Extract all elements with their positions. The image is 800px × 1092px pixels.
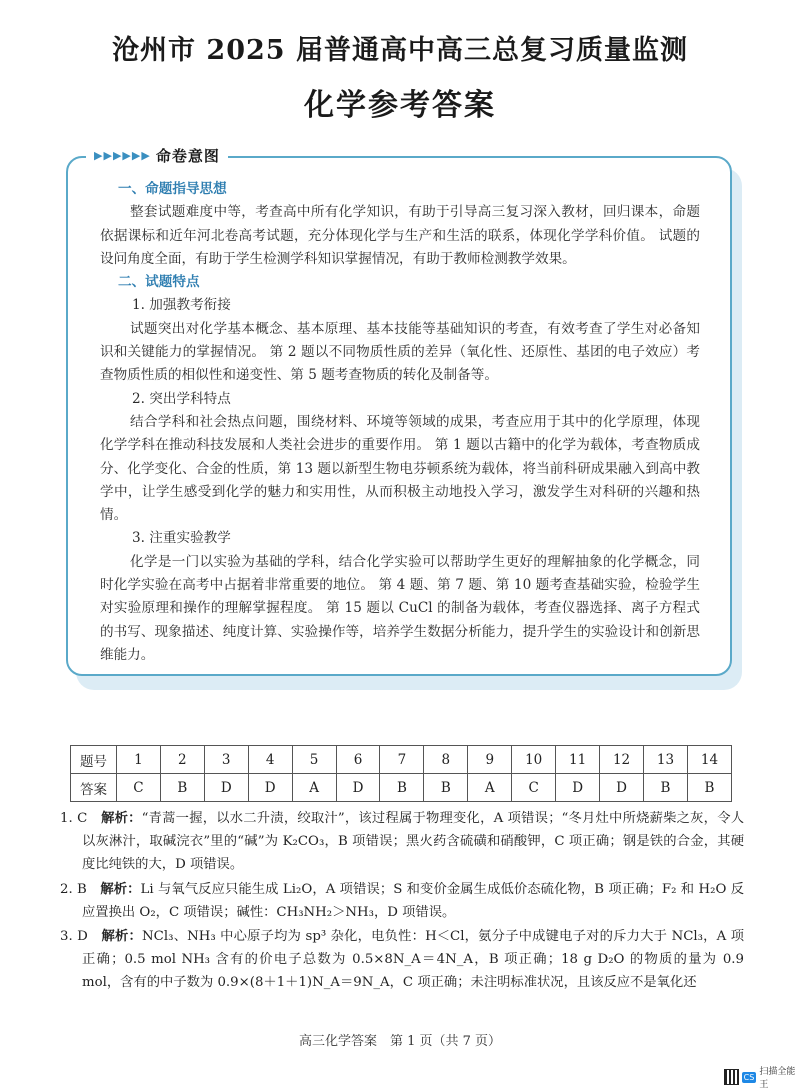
table-cell: 4 xyxy=(248,746,292,774)
question-number: 3. D xyxy=(60,929,88,945)
page-footer: 高三化学答案 第 1 页（共 7 页） xyxy=(298,1034,502,1049)
table-header-cell: 答案 xyxy=(71,774,117,802)
page-title: 沧州市 2025 届普通高中高三总复习质量监测 xyxy=(112,35,688,66)
analysis-item xyxy=(60,807,744,877)
section-heading: 二、试题特点 xyxy=(118,274,200,291)
table-cell: A xyxy=(292,774,336,802)
table-cell: 3 xyxy=(204,746,248,774)
table-cell: D xyxy=(556,774,600,802)
question-number: 2. B xyxy=(60,881,87,897)
intent-title: 命卷意图 xyxy=(155,146,220,165)
question-number: 1. C xyxy=(60,811,88,826)
table-cell: 10 xyxy=(512,746,556,774)
table-cell: B xyxy=(380,774,424,802)
subsection-heading: 1. 加强教考衔接 xyxy=(132,297,231,314)
analysis-label: 解析： xyxy=(100,881,141,897)
table-cell: D xyxy=(600,774,644,802)
subsection-heading: 2. 突出学科特点 xyxy=(132,390,231,407)
analysis-item xyxy=(60,878,744,924)
table-header-cell: 题号 xyxy=(71,746,117,774)
cs-badge: CS xyxy=(743,1072,755,1082)
watermark-text: 扫描全能王 xyxy=(759,1067,796,1090)
paragraph: 化学是一门以实验为基础的学科，结合化学实验可以帮助学生更好的理解抽象的化学概念，同时化学实验在高考中占据着非常重要的地位。 第 4 题、第 7 题、第 10 题考查基础实验，检验学生对实验原理和操作的理解掌握程度。 第 15 题以 CuCl 的制备为载体，考查仪器选择、离子方程式的书写、现象描述、纯度计算、实验操作等，培养学生数据分析能力，提升学生的实验设计和创新思维能力。 xyxy=(100,553,700,663)
table-row xyxy=(71,774,732,802)
analysis-text: Li 与氧气反应只能生成 Li₂O，A 项错误；S 和变价金属生成低价态硫化物，B 项正确；F₂ 和 H₂O 反应置换出 O₂，C 项错误；碱性：CH₃NH₂＞NH₃，D 项错误。 xyxy=(82,881,745,920)
table-cell: B xyxy=(160,774,204,802)
table-cell: C xyxy=(512,774,556,802)
table-cell: 11 xyxy=(556,746,600,774)
table-cell: 12 xyxy=(600,746,644,774)
analysis-list xyxy=(60,807,744,996)
subsection-heading: 3. 注重实验教学 xyxy=(132,530,231,547)
analysis-label: 解析： xyxy=(101,929,143,945)
table-cell: 13 xyxy=(644,746,688,774)
arrow-decoration-icon: ▶ ▶ ▶ ▶ ▶ ▶ xyxy=(94,148,150,162)
intent-content xyxy=(100,178,700,667)
table-cell: B xyxy=(424,774,468,802)
table-cell: 14 xyxy=(687,746,731,774)
analysis-text: “青蒿一握，以水二升渍，绞取汁”，该过程属于物理变化，A 项错误；“冬月灶中所烧薪柴之灰，令人以灰淋汁，取碱浣衣”里的“碱”为 K₂CO₃，B 项错误；黑火药含硫磺和硝酸钾，C 项正确；钢是铁的合金，其硬度比纯铁的大，D 项错误。 xyxy=(82,811,745,873)
qr-code-icon xyxy=(724,1069,739,1085)
table-cell: 9 xyxy=(468,746,512,774)
table-cell: 5 xyxy=(292,746,336,774)
table-cell: 2 xyxy=(160,746,204,774)
table-cell: 7 xyxy=(380,746,424,774)
table-cell: 1 xyxy=(116,746,160,774)
analysis-label: 解析： xyxy=(101,811,142,826)
table-row xyxy=(71,746,732,774)
paragraph: 结合学科和社会热点问题，围绕材料、环境等领域的成果，考查应用于其中的化学原理，体现化学学科在推动科技发展和人类社会进步的重要作用。 第 1 题以古籍中的化学为载体，考查物质成分、化学变化、合金的性质，第 13 题以新型生物电芬顿系统为载体，将当前科研成果融入到高中教学中，让学生感受到化学的魅力和实用性，从而积极主动地投入学习，激发学生对科研的兴趣和热情。 xyxy=(100,413,700,524)
table-cell: A xyxy=(468,774,512,802)
page-subtitle: 化学参考答案 xyxy=(304,88,496,123)
table-cell: B xyxy=(687,774,731,802)
table-cell: 6 xyxy=(336,746,380,774)
scanner-watermark xyxy=(724,1064,800,1090)
analysis-text: NCl₃、NH₃ 中心原子均为 sp³ 杂化，电负性：H＜Cl，氨分子中成键电子对的斥力大于 NCl₃，A 项正确；0.5 mol NH₃ 含有的价电子总数为 0.5×8N_A＝4N_A，B 项正确；18 g D₂O 的物质的量为 0.9 mol，含有的中子数为 0.9×(8＋1＋1)N_A＝9N_A，C 项正确；未注明标准状况，且该反应不是氧化还 xyxy=(82,929,745,991)
paragraph: 整套试题难度中等，考查高中所有化学知识，有助于引导高三复习深入教材，回归课本，命题依据课标和近年河北卷高考试题，充分体现化学与生产和生活的联系，体现化学学科价值。 试题的设问角度全面，有助于学生检测学科知识掌握情况，有助于教师检测教学效果。 xyxy=(100,204,700,267)
table-cell: C xyxy=(116,774,160,802)
table-cell: D xyxy=(336,774,380,802)
table-cell: 8 xyxy=(424,746,468,774)
paragraph: 试题突出对化学基本概念、基本原理、基本技能等基础知识的考查，有效考查了学生对必备知识和关键能力的掌握情况。 第 2 题以不同物质性质的差异（氧化性、还原性、基团的电子效应）考查物质性质的相似性和递变性、第 5 题考查物质的转化及制备等。 xyxy=(100,320,700,384)
table-cell: D xyxy=(248,774,292,802)
table-cell: D xyxy=(204,774,248,802)
analysis-item xyxy=(60,925,744,995)
section-heading: 一、命题指导思想 xyxy=(118,181,227,197)
intent-header xyxy=(86,143,228,167)
answer-table xyxy=(70,745,732,802)
table-cell: B xyxy=(644,774,688,802)
